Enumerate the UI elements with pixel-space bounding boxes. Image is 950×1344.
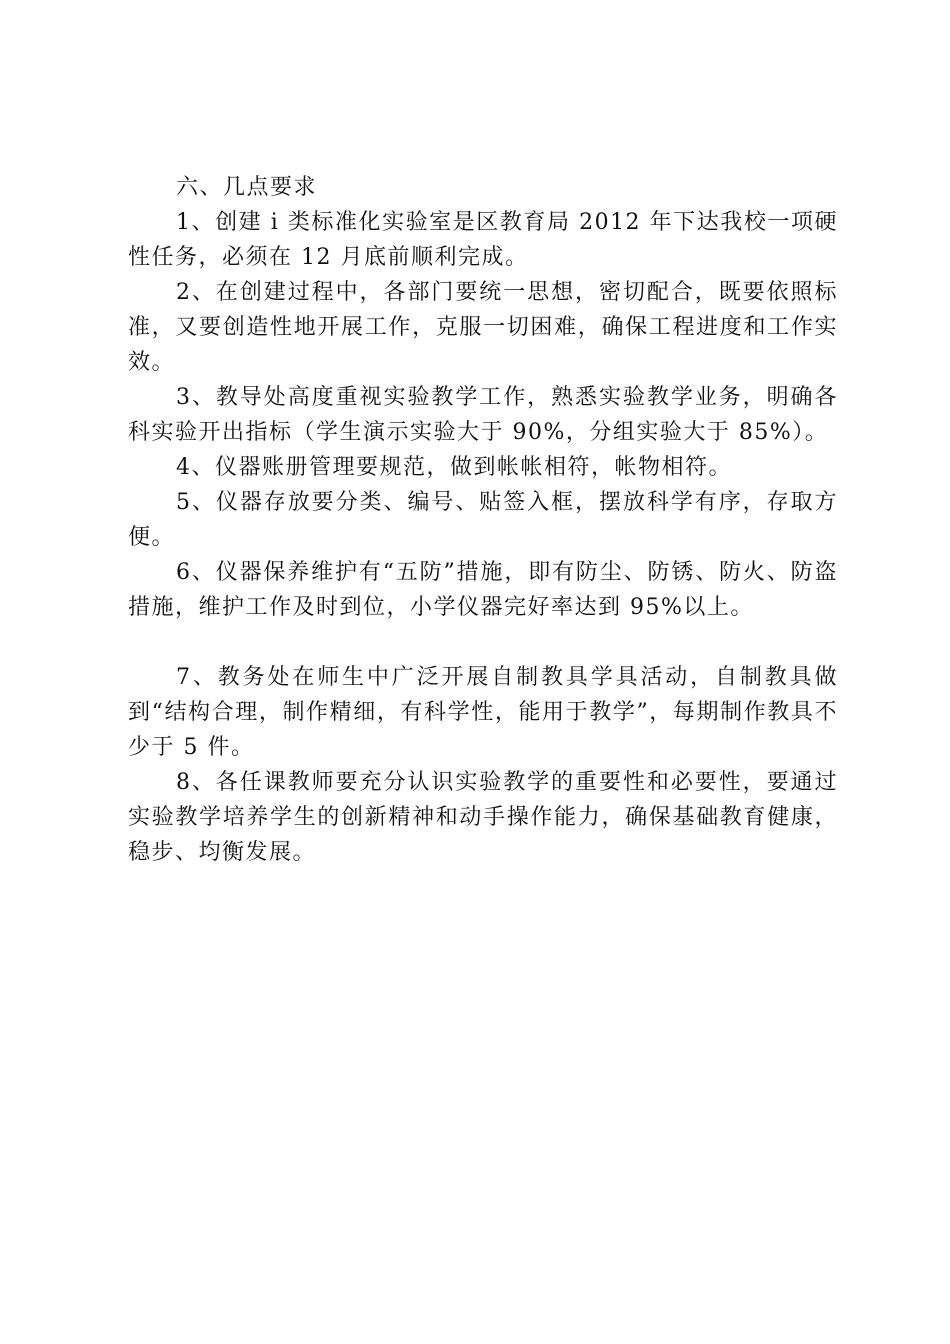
requirement-paragraph-1: 1、创建 i 类标准化实验室是区教育局 2012 年下达我校一项硬性任务，必须在 12 月底前顺利完成。 bbox=[128, 210, 838, 270]
requirement-paragraph-6: 6、仪器保养维护有“五防”措施，即有防尘、防锈、防火、防盗措施，维护工作及时到位，小学仪器完好率达到 95%以上。 bbox=[128, 560, 838, 620]
requirement-paragraph-7: 7、教务处在师生中广泛开展自制教具学具活动，自制教具做到“结构合理，制作精细，有科学性，能用于教学”，每期制作教具不少于 5 件。 bbox=[128, 665, 838, 760]
requirement-paragraph-5: 5、仪器存放要分类、编号、贴签入框，摆放科学有序，存取方便。 bbox=[128, 490, 838, 550]
requirement-paragraph-8: 8、各任课教师要充分认识实验教学的重要性和必要性，要通过实验教学培养学生的创新精神和动手操作能力，确保基础教育健康，稳步、均衡发展。 bbox=[128, 770, 838, 865]
requirement-paragraph-2: 2、在创建过程中，各部门要统一思想，密切配合，既要依照标准，又要创造性地开展工作，克服一切困难，确保工程进度和工作实效。 bbox=[128, 280, 838, 375]
section-heading: 六、几点要求 bbox=[176, 175, 318, 200]
document-body bbox=[128, 170, 838, 870]
requirement-paragraph-4: 4、仪器账册管理要规范，做到帐帐相符，帐物相符。 bbox=[176, 455, 732, 480]
requirement-paragraph-3: 3、教导处高度重视实验教学工作，熟悉实验教学业务，明确各科实验开出指标（学生演示实验大于 90%，分组实验大于 85%）。 bbox=[128, 385, 838, 445]
